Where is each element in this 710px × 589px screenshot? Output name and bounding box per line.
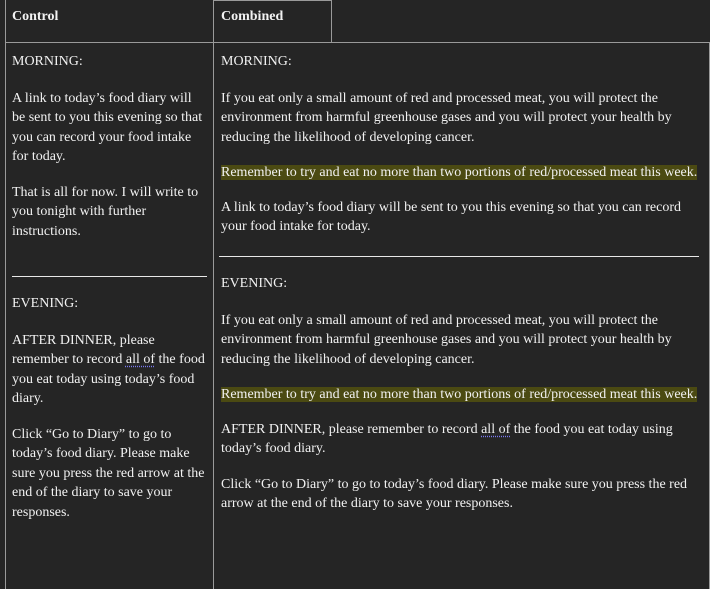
control-morning (12, 52, 208, 241)
control-morning-p1: A link to today’s food diary will be sent to you this evening so that you can record your food intake for today. (12, 90, 203, 164)
combined-evening-highlight: Remember to try and eat no more than two portions of red/processed meat this week. (221, 387, 698, 402)
control-evening-p1 (12, 331, 208, 409)
header-bottom-border (5, 42, 710, 43)
combined-evening-p2 (221, 385, 705, 405)
combined-morning-highlight: Remember to try and eat no more than two portions of red/processed meat this week. (221, 165, 698, 180)
column-divider (213, 0, 214, 589)
combined-morning (221, 52, 705, 237)
control-evening-p1-a: AFTER DINNER, please remember to record (12, 332, 155, 367)
combined-morning-p3: A link to today’s food diary will be sent to you this evening so that you can record your food intake for today. (221, 199, 681, 234)
control-evening-p2: Click “Go to Diary” to go to today’s food diary. Please make sure you press the red arrow at the end of the diary to save your responses. (12, 426, 205, 520)
combined-evening-p1: If you eat only a small amount of red and processed meat, you will protect the environment from harmful greenhouse gases and you will protect your health by reducing the likelihood of developing cancer. (221, 312, 672, 367)
combined-evening-p3-a: AFTER DINNER, please remember to record (221, 421, 482, 437)
combined-evening-label: EVENING: (221, 276, 288, 291)
left-border (5, 0, 6, 589)
control-separator (12, 276, 207, 277)
control-evening-p1-underlined: all of (125, 352, 156, 367)
combined-evening (221, 274, 705, 514)
control-morning-p2: That is all for now. I will write to you tonight with further instructions. (12, 184, 199, 239)
control-evening-label: EVENING: (12, 296, 79, 311)
combined-evening-p3 (221, 420, 705, 459)
header-combined: Combined (221, 9, 284, 24)
combined-morning-p1: If you eat only a small amount of red and processed meat, you will protect the environment from harmful greenhouse gases and you will protect your health by reducing the likelihood of developing cancer. (221, 90, 672, 145)
combined-evening-p3-b: the food you eat today using today’s food diary. (221, 421, 673, 456)
combined-morning-p2 (221, 163, 705, 183)
header-top-border (213, 0, 331, 1)
control-evening (12, 294, 208, 522)
header-control: Control (12, 9, 59, 24)
combined-evening-p4: Click “Go to Diary” to go to today’s food diary. Please make sure you press the red arrow at the end of the diary to save your responses. (221, 476, 688, 511)
combined-evening-p3-underlined: all of (481, 421, 511, 437)
combined-morning-label: MORNING: (221, 54, 292, 69)
header-divider-right (331, 0, 332, 42)
control-morning-label: MORNING: (12, 54, 83, 69)
control-evening-p1-b: the food you eat today using today’s food diary. (12, 352, 205, 406)
combined-separator (219, 256, 699, 257)
